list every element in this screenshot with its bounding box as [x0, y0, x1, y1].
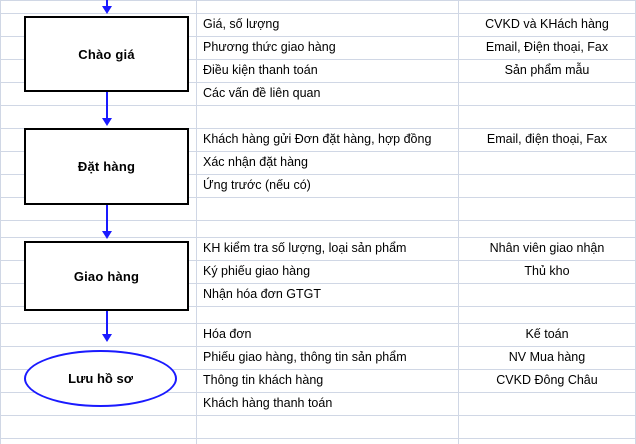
gridline-horizontal	[0, 105, 636, 106]
responsible-cell: Sản phẩm mẫu	[504, 63, 590, 78]
responsible-cell	[459, 283, 635, 306]
process-node-giao-hang[interactable]	[24, 241, 189, 311]
process-node-chao-gia[interactable]	[24, 16, 189, 92]
responsible-cell: Kế toán	[525, 327, 569, 342]
process-node-label: Chào giá	[78, 46, 135, 62]
responsible-cell	[459, 151, 635, 174]
responsible-cell	[459, 392, 635, 415]
responsible-cell: Email, điện thoại, Fax	[486, 132, 608, 147]
gridline-horizontal	[0, 0, 636, 1]
gridline-vertical	[0, 0, 1, 444]
detail-cell: Thông tin khách hàng	[203, 373, 324, 388]
detail-cell: Giá, số lượng	[203, 17, 280, 32]
process-node-dat-hang[interactable]	[24, 128, 189, 205]
gridline-horizontal	[0, 438, 636, 439]
responsible-cell: CVKD và KHách hàng	[485, 17, 609, 32]
responsible-cell	[459, 174, 635, 197]
process-node-label: Giao hàng	[73, 268, 140, 284]
gridline-horizontal	[0, 220, 636, 221]
responsible-cell: Email, Điện thoại, Fax	[485, 40, 609, 55]
process-node-label: Lưu hồ sơ	[68, 371, 133, 386]
detail-cell: Ứng trước (nếu có)	[203, 178, 311, 193]
detail-cell: Phương thức giao hàng	[203, 40, 336, 55]
responsible-cell: Thủ kho	[524, 264, 570, 279]
detail-cell: Xác nhận đặt hàng	[203, 155, 308, 170]
detail-cell: Phiếu giao hàng, thông tin sản phẩm	[203, 350, 407, 365]
detail-cell: Khách hàng gửi Đơn đặt hàng, hợp đồng	[203, 132, 432, 147]
detail-cell: Điều kiện thanh toán	[203, 63, 318, 78]
detail-cell: Hóa đơn	[203, 327, 252, 342]
responsible-cell: NV Mua hàng	[508, 350, 586, 365]
gridline-horizontal	[0, 415, 636, 416]
process-node-luu-ho-so[interactable]	[24, 350, 177, 407]
process-node-label: Đặt hàng	[77, 159, 136, 174]
detail-cell: KH kiểm tra số lượng, loại sản phẩm	[203, 241, 407, 256]
responsible-cell: Nhân viên giao nhận	[489, 241, 605, 256]
gridline-vertical	[196, 0, 197, 444]
detail-cell: Nhận hóa đơn GTGT	[203, 287, 321, 302]
responsible-cell	[459, 82, 635, 105]
responsible-cell: CVKD Đông Châu	[496, 373, 598, 388]
detail-cell: Khách hàng thanh toán	[203, 396, 333, 411]
detail-cell: Ký phiếu giao hàng	[203, 264, 311, 279]
detail-cell: Các vấn đề liên quan	[203, 86, 321, 101]
